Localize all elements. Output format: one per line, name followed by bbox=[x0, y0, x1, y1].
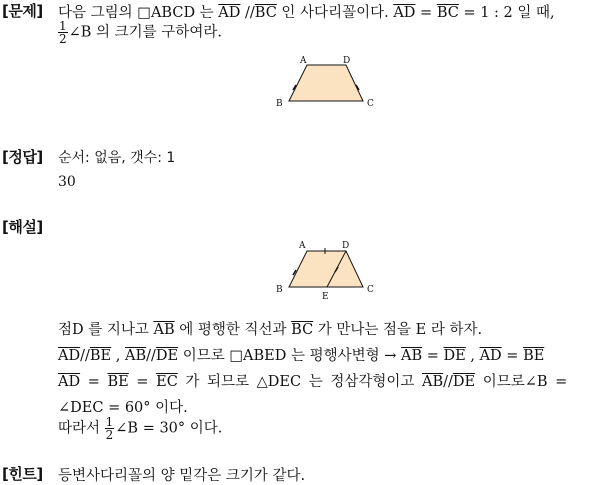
explanation-line-5 bbox=[58, 416, 222, 441]
vertex-label-a: A bbox=[300, 56, 307, 66]
trapezoid-shape bbox=[289, 65, 363, 101]
segment-ec: $\overline{EC}$ bbox=[156, 374, 178, 390]
vertex-label-c: C bbox=[367, 99, 374, 109]
vertex-label-c: C bbox=[367, 285, 374, 295]
fraction-half bbox=[105, 416, 115, 441]
segment-bc: $\overline{BC}$ bbox=[436, 5, 459, 21]
problem-figure bbox=[270, 54, 380, 110]
explanation-text: 가 만나는 점을 E 라 하자. bbox=[313, 322, 483, 338]
segment-ad: $\overline{AD}$ bbox=[58, 348, 81, 364]
trapezoid-shape bbox=[289, 251, 363, 287]
segment-de: $\overline{DE}$ bbox=[155, 348, 179, 364]
segment-ad: $\overline{AD}$ bbox=[393, 5, 416, 21]
explanation-text: // bbox=[146, 348, 156, 364]
explanation-text: 이므로∠B = bbox=[475, 374, 568, 390]
fraction-numerator: 1 bbox=[105, 415, 114, 429]
answer-value: 30 bbox=[58, 174, 76, 190]
explanation-text: , bbox=[111, 348, 125, 364]
explanation-text: 점D 를 지나고 bbox=[58, 322, 154, 338]
answer-label: [정답] bbox=[2, 148, 43, 166]
fraction-half bbox=[58, 20, 68, 45]
problem-line-2 bbox=[58, 20, 222, 45]
segment-ab: $\overline{AB}$ bbox=[153, 322, 175, 338]
segment-be: $\overline{BE}$ bbox=[523, 348, 545, 364]
segment-ab: $\overline{AB}$ bbox=[124, 348, 147, 364]
explanation-line-4: ∠DEC = 60° 이다. bbox=[58, 400, 188, 416]
segment-bc: $\overline{BC}$ bbox=[291, 322, 314, 338]
explanation-text: = bbox=[501, 348, 524, 364]
segment-be: $\overline{BE}$ bbox=[107, 374, 129, 390]
fraction-denominator: 2 bbox=[59, 32, 67, 46]
answer-meta: 순서: 없음, 갯수: 1 bbox=[58, 150, 176, 166]
segment-ad: $\overline{AD}$ bbox=[479, 348, 502, 364]
segment-de: $\overline{DE}$ bbox=[452, 374, 476, 390]
explanation-text: // bbox=[443, 374, 453, 390]
explanation-text: 에 평행한 직선과 bbox=[174, 322, 292, 338]
problem-line-1 bbox=[58, 1, 555, 22]
problem-text: = bbox=[415, 5, 437, 21]
segment-de: $\overline{DE}$ bbox=[443, 348, 466, 364]
vertex-label-d: D bbox=[342, 241, 350, 251]
segment-ad: $\overline{AD}$ bbox=[58, 374, 81, 390]
problem-text: ∠B 의 크기를 구하여라. bbox=[68, 24, 222, 41]
fraction-numerator: 1 bbox=[59, 19, 67, 33]
problem-text: = 1 : 2 일 때, bbox=[458, 5, 555, 21]
hint-text: 등변사다리꼴의 양 밑각은 크기가 같다. bbox=[58, 468, 306, 484]
explanation-text: // bbox=[80, 348, 90, 364]
vertex-label-b: B bbox=[276, 285, 283, 295]
problem-text: 다음 그림의 □ABCD 는 bbox=[58, 5, 219, 21]
segment-ad: $\overline{AD}$ bbox=[218, 5, 241, 21]
explanation-text: = bbox=[422, 348, 444, 364]
vertex-label-b: B bbox=[276, 99, 283, 109]
problem-text: 인 사다리꼴이다. bbox=[276, 5, 394, 21]
fraction-denominator: 2 bbox=[105, 428, 114, 442]
segment-bc: $\overline{BC}$ bbox=[254, 5, 277, 21]
explanation-text: 따라서 bbox=[58, 420, 105, 437]
explanation-text: , bbox=[465, 348, 480, 364]
explanation-line-1 bbox=[58, 318, 482, 339]
problem-text: // bbox=[240, 5, 255, 21]
explanation-text: = bbox=[128, 374, 157, 390]
explanation-text: = bbox=[80, 374, 108, 390]
vertex-label-d: D bbox=[343, 56, 351, 66]
explanation-line-3 bbox=[58, 370, 567, 391]
problem-label: [문제] bbox=[2, 2, 43, 20]
explanation-line-2 bbox=[58, 344, 544, 365]
explanation-text: 가 되므로 △DEC 는 정삼각형이고 bbox=[177, 374, 422, 390]
segment-be: $\overline{BE}$ bbox=[89, 348, 112, 364]
hint-label: [힌트] bbox=[2, 465, 43, 483]
explanation-text: ∠B = 30° 이다. bbox=[115, 420, 223, 437]
explanation-figure bbox=[270, 238, 380, 300]
vertex-label-e: E bbox=[322, 292, 329, 300]
segment-ab: $\overline{AB}$ bbox=[401, 348, 423, 364]
vertex-label-a: A bbox=[299, 241, 306, 251]
explanation-label: [해설] bbox=[2, 218, 43, 236]
explanation-text: 이므로 □ABED 는 평행사변형 → bbox=[178, 348, 402, 364]
segment-ab: $\overline{AB}$ bbox=[421, 374, 444, 390]
